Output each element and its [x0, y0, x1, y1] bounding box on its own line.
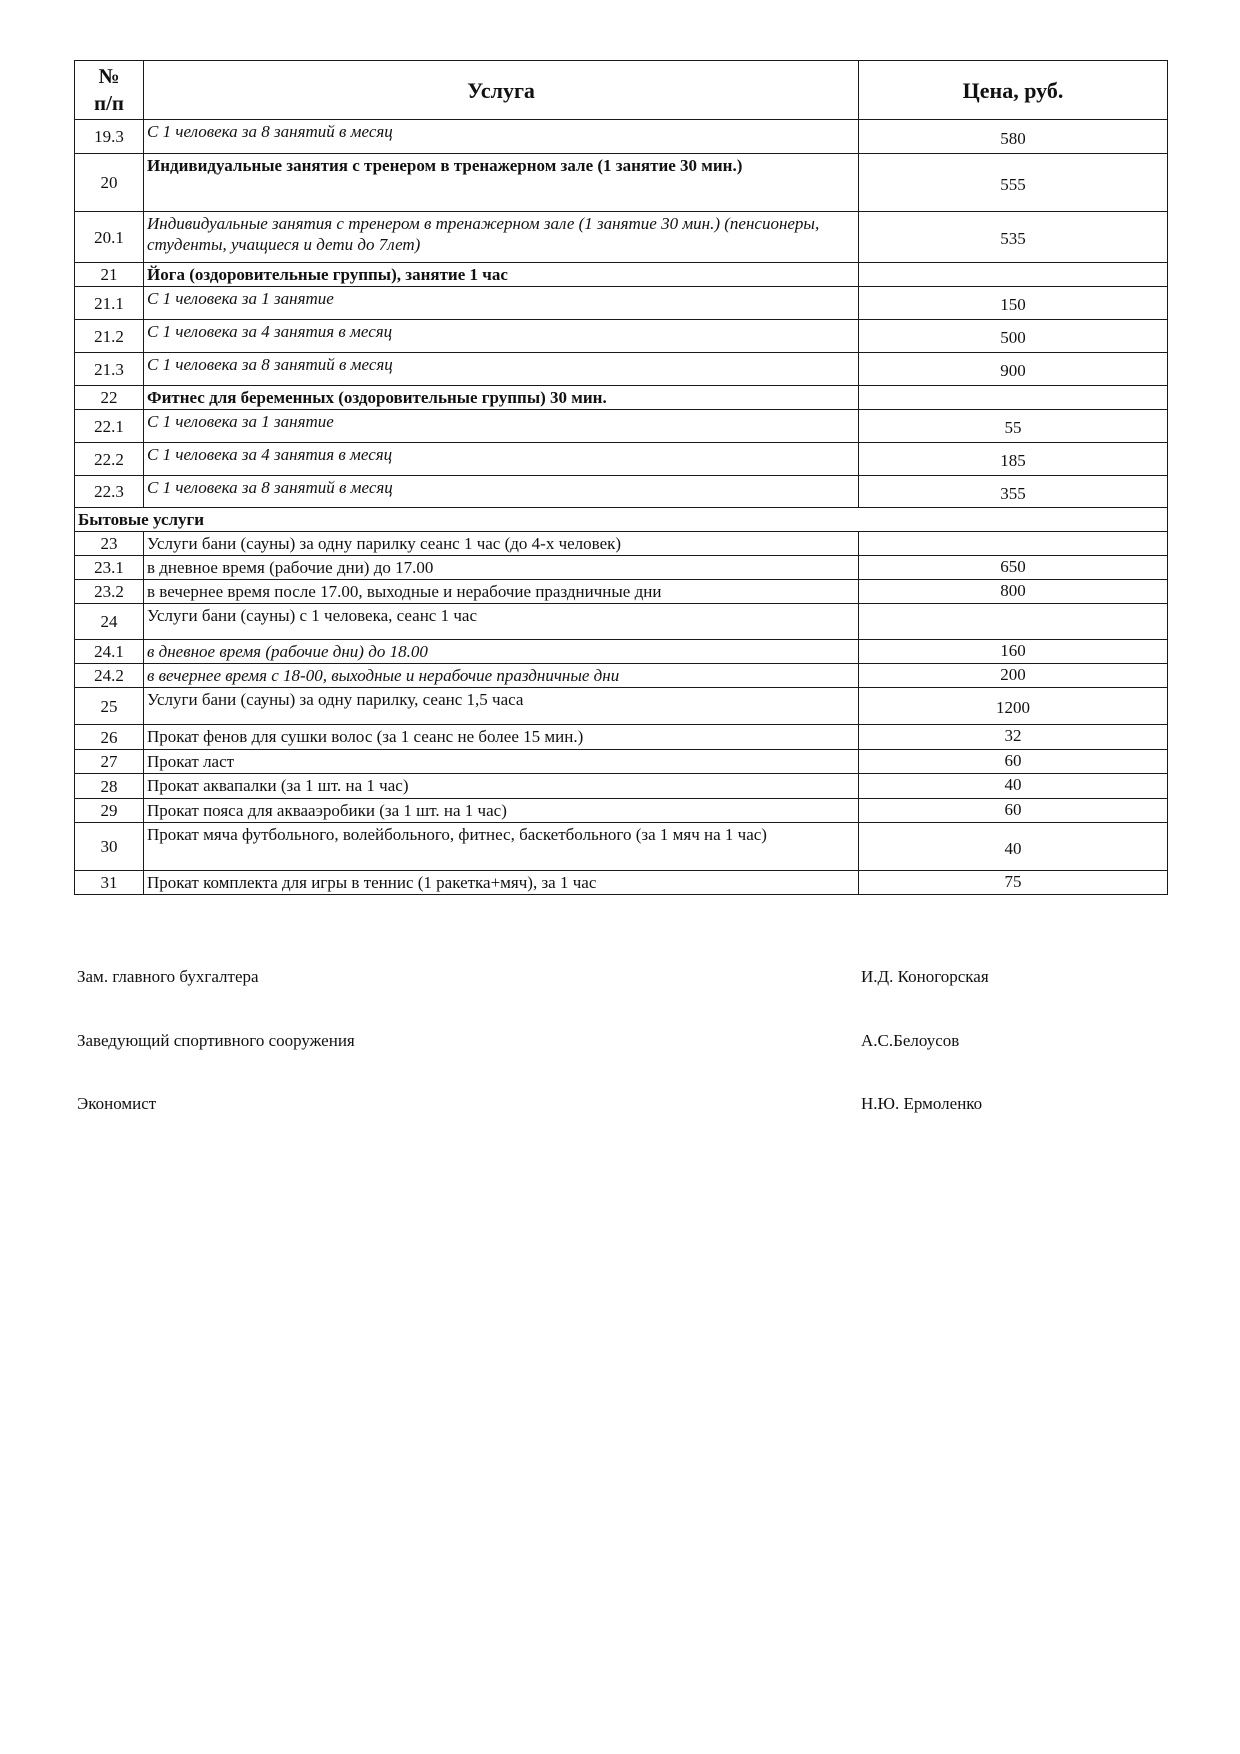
- table-row: [75, 688, 1168, 725]
- signature-position: Зам. главного бухгалтера: [77, 967, 259, 986]
- service-description: С 1 человека за 8 занятий в месяц: [144, 476, 859, 508]
- table-row: [75, 154, 1168, 212]
- table-row: [75, 725, 1168, 750]
- service-price: 500: [859, 320, 1168, 353]
- table-row: [75, 823, 1168, 871]
- table-row: [75, 604, 1168, 640]
- section-title: Бытовые услуги: [75, 508, 859, 532]
- service-price: 55: [859, 410, 1168, 443]
- section-header-row: [75, 508, 1168, 532]
- row-number: 22.2: [75, 443, 144, 476]
- table-row: [75, 320, 1168, 353]
- table-row: [75, 386, 1168, 410]
- row-number: 24.1: [75, 640, 144, 664]
- service-price: 60: [859, 750, 1168, 774]
- signature-name: А.С.Белоусов: [861, 1031, 960, 1050]
- service-description: Йога (оздоровительные группы), занятие 1 час: [144, 263, 859, 287]
- service-price: 580: [859, 120, 1168, 154]
- signature-position: Заведующий спортивного сооружения: [77, 1031, 355, 1050]
- service-description: в вечернее время после 17.00, выходные и нерабочие праздничные дни: [144, 580, 859, 604]
- service-description: С 1 человека за 4 занятия в месяц: [144, 320, 859, 353]
- row-number: 27: [75, 750, 144, 774]
- row-number: 22.3: [75, 476, 144, 508]
- service-price: 40: [859, 823, 1168, 871]
- service-price: 650: [859, 556, 1168, 580]
- row-number: 21.3: [75, 353, 144, 386]
- header-price: Цена, руб.: [859, 61, 1168, 120]
- service-price: 150: [859, 287, 1168, 320]
- service-description: Прокат пояса для аквааэробики (за 1 шт. на 1 час): [144, 799, 859, 823]
- table-header-row: [75, 61, 1168, 120]
- service-description: Индивидуальные занятия с тренером в тренажерном зале (1 занятие 30 мин.) (пенсионеры, студенты, учащиеся и дети до 7лет): [144, 212, 859, 263]
- service-description: С 1 человека за 4 занятия в месяц: [144, 443, 859, 476]
- table-row: [75, 476, 1168, 508]
- table-row: [75, 774, 1168, 799]
- header-service: Услуга: [144, 61, 859, 120]
- service-description: Услуги бани (сауны) за одну парилку, сеанс 1,5 часа: [144, 688, 859, 725]
- row-number: 22.1: [75, 410, 144, 443]
- service-description: С 1 человека за 1 занятие: [144, 410, 859, 443]
- service-description: Услуги бани (сауны) за одну парилку сеанс 1 час (до 4-х человек): [144, 532, 859, 556]
- row-number: 24.2: [75, 664, 144, 688]
- table-row: [75, 532, 1168, 556]
- section-empty-cell: [859, 508, 1168, 532]
- service-price: 60: [859, 799, 1168, 823]
- service-description: Индивидуальные занятия с тренером в тренажерном зале (1 занятие 30 мин.): [144, 154, 859, 212]
- row-number: 23: [75, 532, 144, 556]
- service-price: 1200: [859, 688, 1168, 725]
- service-price: [859, 532, 1168, 556]
- table-row: [75, 410, 1168, 443]
- table-row: [75, 871, 1168, 895]
- service-description: в дневное время (рабочие дни) до 18.00: [144, 640, 859, 664]
- service-price: [859, 386, 1168, 410]
- row-number: 20: [75, 154, 144, 212]
- signature-name: Н.Ю. Ермоленко: [861, 1094, 983, 1113]
- table-row: [75, 556, 1168, 580]
- row-number: 23.1: [75, 556, 144, 580]
- table-row: [75, 212, 1168, 263]
- table-row: [75, 750, 1168, 774]
- row-number: 20.1: [75, 212, 144, 263]
- service-price: 32: [859, 725, 1168, 750]
- service-description: Прокат фенов для сушки волос (за 1 сеанс не более 15 мин.): [144, 725, 859, 750]
- service-description: в дневное время (рабочие дни) до 17.00: [144, 556, 859, 580]
- service-description: в вечернее время с 18-00, выходные и нерабочие праздничные дни: [144, 664, 859, 688]
- row-number: 19.3: [75, 120, 144, 154]
- service-description: Прокат ласт: [144, 750, 859, 774]
- table-row: [75, 799, 1168, 823]
- header-number: № п/п: [75, 61, 144, 120]
- service-description: С 1 человека за 8 занятий в месяц: [144, 120, 859, 154]
- row-number: 28: [75, 774, 144, 799]
- row-number: 23.2: [75, 580, 144, 604]
- signature-position: Экономист: [77, 1094, 157, 1113]
- row-number: 21.2: [75, 320, 144, 353]
- row-number: 21: [75, 263, 144, 287]
- service-description: Прокат комплекта для игры в теннис (1 ракетка+мяч), за 1 час: [144, 871, 859, 895]
- table-row: [75, 443, 1168, 476]
- row-number: 31: [75, 871, 144, 895]
- table-row: [75, 287, 1168, 320]
- service-price: 40: [859, 774, 1168, 799]
- table-row: [75, 353, 1168, 386]
- row-number: 21.1: [75, 287, 144, 320]
- service-price: 555: [859, 154, 1168, 212]
- service-description: Прокат мяча футбольного, волейбольного, фитнес, баскетбольного (за 1 мяч на 1 час): [144, 823, 859, 871]
- table-row: [75, 640, 1168, 664]
- service-price: 800: [859, 580, 1168, 604]
- service-price: 75: [859, 871, 1168, 895]
- row-number: 29: [75, 799, 144, 823]
- row-number: 25: [75, 688, 144, 725]
- table-row: [75, 580, 1168, 604]
- price-table: [74, 60, 1168, 895]
- service-description: Услуги бани (сауны) с 1 человека, сеанс 1 час: [144, 604, 859, 640]
- service-price: 355: [859, 476, 1168, 508]
- service-price: 900: [859, 353, 1168, 386]
- signature-name: И.Д. Коногорская: [861, 967, 989, 986]
- row-number: 22: [75, 386, 144, 410]
- service-price: 160: [859, 640, 1168, 664]
- table-row: [75, 120, 1168, 154]
- service-price: [859, 263, 1168, 287]
- row-number: 30: [75, 823, 144, 871]
- price-table-body: [75, 120, 1168, 895]
- service-price: 185: [859, 443, 1168, 476]
- service-description: С 1 человека за 8 занятий в месяц: [144, 353, 859, 386]
- service-description: Фитнес для беременных (оздоровительные группы) 30 мин.: [144, 386, 859, 410]
- table-row: [75, 664, 1168, 688]
- service-price: 200: [859, 664, 1168, 688]
- service-price: [859, 604, 1168, 640]
- service-description: Прокат аквапалки (за 1 шт. на 1 час): [144, 774, 859, 799]
- table-row: [75, 263, 1168, 287]
- row-number: 24: [75, 604, 144, 640]
- service-description: С 1 человека за 1 занятие: [144, 287, 859, 320]
- service-price: 535: [859, 212, 1168, 263]
- row-number: 26: [75, 725, 144, 750]
